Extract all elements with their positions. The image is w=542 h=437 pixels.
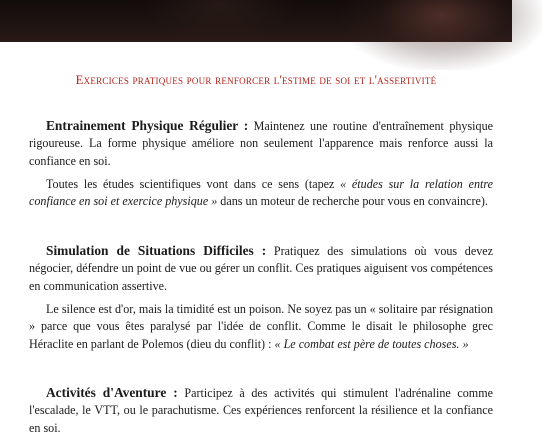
section-heading-physical-training: Entrainement Physique Régulier : xyxy=(46,118,249,133)
paragraph-physical-training xyxy=(29,117,493,170)
page-title: Exercices pratiques pour renforcer l'estime de soi et l'assertivité xyxy=(75,73,437,87)
paragraph-text-end: dans un moteur de recherche pour vous en convaincre). xyxy=(217,194,488,209)
paragraph-scientific-studies xyxy=(29,176,493,211)
banner-glow xyxy=(342,0,542,70)
section-heading-difficult-situations: Simulation de Situations Difficiles : xyxy=(46,243,267,258)
paragraph-adventure-activities xyxy=(29,384,493,437)
paragraph-text: Le silence est d'or, mais la timidité est un poison. Ne soyez pas un « solitaire par résignation » parce que vous êtes paralysé par l'idée de conflit. Comme le disait le philosophe grec Héraclite en parlant de Polemos (dieu du conflit) : xyxy=(29,302,493,351)
paragraph-silence-quote xyxy=(29,301,493,353)
paragraph-body: Pratiquez des simulations où vous devez négocier, défendre un point de vue ou gérer un conflit. Ces pratiques aiguisent vos compétences en communication assertive. xyxy=(29,244,493,293)
paragraph-body: Maintenez une routine d'entraînement physique rigoureuse. La forme physique améliore non seulement l'apparence mais renforce aussi la confiance en soi. xyxy=(29,119,493,168)
paragraph-difficult-situations xyxy=(29,242,493,295)
paragraph-text: Toutes les études scientifiques vont dans ce sens (tapez xyxy=(46,177,341,191)
paragraph-body: Participez à des activités qui stimulent l'adrénaline comme l'escalade, le VTT, ou le parachutisme. Ces expériences renforcent la résilience et la confiance en soi. xyxy=(29,386,493,435)
italic-quote: « études sur la relation entre confiance en soi et exercice physique » xyxy=(29,177,493,209)
header-banner-image xyxy=(0,0,512,42)
italic-quote: « Le combat est père de toutes choses. » xyxy=(274,336,469,351)
banner-glow-secondary xyxy=(140,0,300,40)
section-heading-adventure-activities: Activités d'Aventure : xyxy=(46,385,178,400)
